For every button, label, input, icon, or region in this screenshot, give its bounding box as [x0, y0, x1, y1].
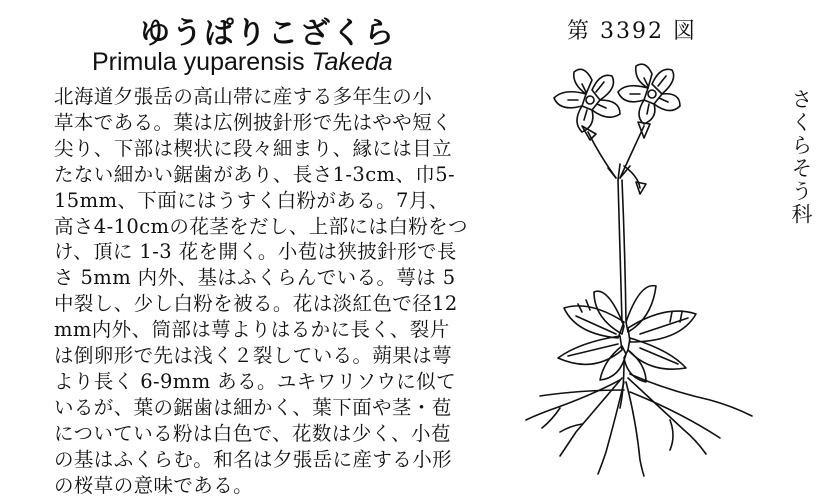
leaf-rosette: [558, 286, 696, 382]
entry-description: [54, 84, 474, 499]
description-line: は倒卵形で先は浅く２裂している。蒴果は萼: [54, 344, 453, 368]
description-line: 15mm、下面にはうすく白粉がある。7月、: [54, 188, 449, 212]
scientific-name: Primula yuparensis: [92, 48, 305, 76]
family-label: さくらそう科: [789, 88, 813, 226]
description-line: け、頂に 1-3 花を開く。小苞は狭披針形で長: [54, 240, 457, 264]
primula-plant-illustration: [520, 60, 780, 480]
figure-number-label: 第 3392 図: [567, 19, 697, 44]
description-line: たない細かい鋸歯があり、長さ1-3cm、巾5-: [54, 162, 456, 186]
flower-left: [554, 69, 620, 132]
description-line: 草本である。葉は広例披針形で先はやや短く: [54, 110, 453, 134]
flower-right: [618, 64, 680, 124]
description-line: より長く 6-9mm ある。ユキワリソウに似て: [54, 369, 456, 393]
description-line: 尖り、下部は楔状に段々細まり、縁には目立: [54, 136, 453, 160]
description-line: さ 5mm 内外、基はふくらんでいる。萼は 5: [54, 266, 456, 290]
description-line: についている粉は白色で、花数は少く、小苞: [54, 421, 451, 445]
description-line: 北海道夕張岳の高山帯に産する多年生の小: [54, 85, 433, 108]
roots: [526, 360, 752, 476]
entry-title-scientific: [92, 48, 393, 77]
entry-title-japanese: ゆうぱりこざくら: [140, 16, 396, 51]
scientific-author: Takeda: [311, 48, 393, 76]
description-line: の基はふくらむ。和名は夕張岳に産する小形: [54, 447, 453, 471]
description-line: いるが、葉の鋸歯は細かく、葉下面や茎・苞: [54, 395, 452, 419]
description-line: の桜草の意味である。: [54, 473, 254, 497]
description-line: 高さ4-10cmの花茎をだし、上部には白粉をつ: [54, 214, 468, 238]
description-line: 中裂し、少し白粉を被る。花は淡紅色で径12: [54, 292, 458, 316]
description-line: mm内外、筒部は萼よりはるかに長く、裂片: [54, 318, 450, 342]
